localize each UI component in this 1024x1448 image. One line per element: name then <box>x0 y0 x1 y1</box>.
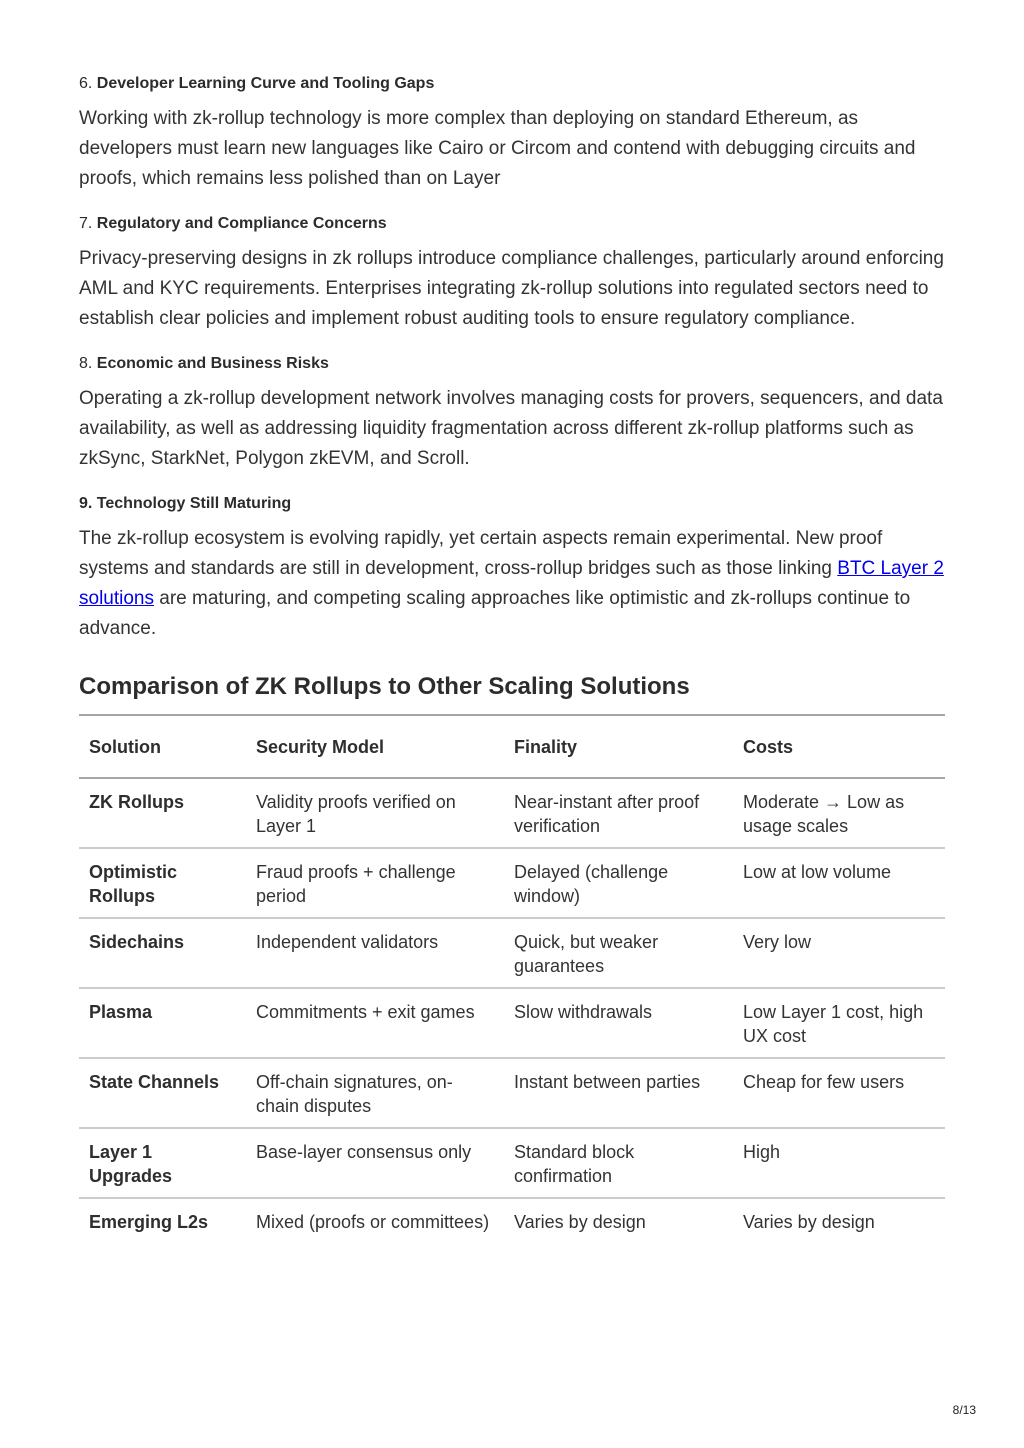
section-7-title: Regulatory and Compliance Concerns <box>96 215 387 232</box>
cell-finality: Quick, but weaker guarantees <box>504 918 733 988</box>
table-row-sidechains <box>79 918 945 988</box>
section-8-number: 8. <box>79 355 93 372</box>
cell-security-model: Off-chain signatures, on-chain disputes <box>246 1058 504 1128</box>
col-header-security-model: Security Model <box>246 715 504 778</box>
table-header-row <box>79 715 945 778</box>
cell-security-model: Validity proofs verified on Layer 1 <box>256 792 456 836</box>
cell-security-model: Independent validators <box>246 918 504 988</box>
cell-costs: Low at low volume <box>733 848 945 918</box>
page-number-indicator: 8/13 <box>952 1403 976 1417</box>
col-header-solution: Solution <box>79 715 246 778</box>
cell-solution: ZK Rollups <box>89 792 184 812</box>
table-row-layer1-upgrades <box>79 1128 945 1198</box>
table-row-state-channels <box>79 1058 945 1128</box>
cell-security-model: Base-layer consensus only <box>246 1128 504 1198</box>
section-8-paragraph: Operating a zk-rollup development network involves managing costs for provers, sequencers, and data availability, as well as addressing liquidity fragmentation across different zk-rollup platforms such as zkSync, StarkNet, Polygon zkEVM, and Scroll. <box>79 388 943 469</box>
section-7-paragraph: Privacy-preserving designs in zk rollups introduce compliance challenges, particularly around enforcing AML and KYC requirements. Enterprises integrating zk-rollup solutions into regulated sectors need to establish clear policies and implement robust auditing tools to ensure regulatory compliance. <box>79 248 944 329</box>
comparison-table-body <box>79 778 945 1243</box>
section-9-heading <box>79 494 945 514</box>
cell-finality: Standard block confirmation <box>504 1128 733 1198</box>
cell-costs: Varies by design <box>733 1198 945 1243</box>
section-9-title: Technology Still Maturing <box>96 495 292 512</box>
cell-costs: Cheap for few users <box>733 1058 945 1128</box>
cell-solution: Emerging L2s <box>79 1198 246 1243</box>
cell-finality: Slow withdrawals <box>504 988 733 1058</box>
section-6-title: Developer Learning Curve and Tooling Gaps <box>96 75 435 92</box>
section-7-heading <box>79 214 945 234</box>
cell-solution: Plasma <box>79 988 246 1058</box>
cell-solution: State Channels <box>79 1058 246 1128</box>
section-9-text-before-link: The zk-rollup ecosystem is evolving rapidly, yet certain aspects remain experimental. New proof systems and standards are still in development, cross-rollup bridges such as those linking <box>79 528 883 579</box>
cell-costs: High <box>733 1128 945 1198</box>
cell-finality: Delayed (challenge window) <box>504 848 733 918</box>
table-row-optimistic-rollups <box>79 848 945 918</box>
comparison-table <box>79 714 945 1243</box>
section-8-heading <box>79 354 945 374</box>
cell-solution: Optimistic Rollups <box>79 848 246 918</box>
comparison-section-heading: Comparison of ZK Rollups to Other Scaling Solutions <box>79 673 690 700</box>
cell-solution: Layer 1 Upgrades <box>79 1128 246 1198</box>
cell-security-model: Fraud proofs + challenge period <box>246 848 504 918</box>
cell-costs: Low Layer 1 cost, high UX cost <box>733 988 945 1058</box>
cell-costs: Moderate → Low as usage scales <box>743 792 905 836</box>
section-9-number: 9. <box>79 495 93 512</box>
section-8-title: Economic and Business Risks <box>96 355 329 372</box>
cell-security-model: Commitments + exit games <box>246 988 504 1058</box>
section-9-text-after-link: are maturing, and competing scaling approaches like optimistic and zk-rollups continue to advance. <box>79 588 911 639</box>
cell-costs: Very low <box>733 918 945 988</box>
cell-finality: Instant between parties <box>504 1058 733 1128</box>
section-6-heading <box>79 74 945 94</box>
cell-security-model: Mixed (proofs or committees) <box>246 1198 504 1243</box>
table-row-zk-rollups <box>79 778 945 848</box>
col-header-finality: Finality <box>504 715 733 778</box>
cell-solution: Sidechains <box>79 918 246 988</box>
section-6-number: 6. <box>79 75 93 92</box>
section-6-paragraph: Working with zk-rollup technology is more complex than deploying on standard Ethereum, as developers must learn new languages like Cairo or Circom and contend with debugging circuits and proofs, which remains less polished than on Layer <box>79 108 916 189</box>
cell-finality: Varies by design <box>504 1198 733 1243</box>
table-row-plasma <box>79 988 945 1058</box>
cell-finality: Near-instant after proof verification <box>514 792 700 836</box>
comparison-table-header <box>79 715 945 778</box>
btc-layer2-solutions-link[interactable]: BTC Layer 2 solutions <box>79 558 944 609</box>
col-header-costs: Costs <box>733 715 945 778</box>
section-7-number: 7. <box>79 215 93 232</box>
section-9-paragraph <box>79 524 945 644</box>
table-row-emerging-l2s <box>79 1198 945 1243</box>
